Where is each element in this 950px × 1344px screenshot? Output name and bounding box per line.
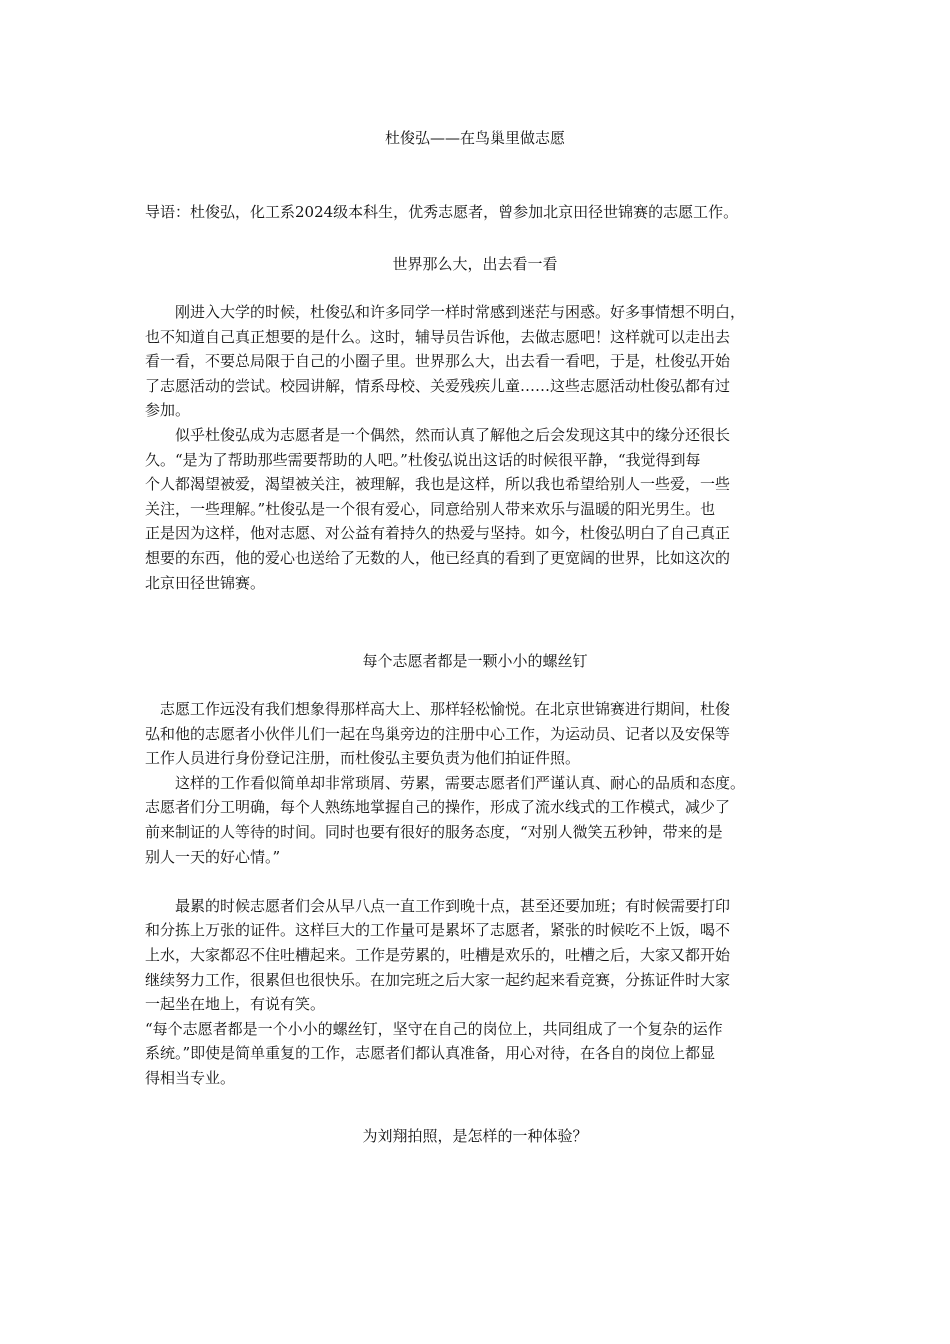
text-line: 关注，一些理解。”杜俊弘是一个很有爱心，同意给别人带来欢乐与温暖的阳光男生。也 <box>145 499 716 518</box>
text-line: “每个志愿者都是一个小小的螺丝钉，坚守在自己的岗位上，共同组成了一个复杂的运作 <box>145 1019 723 1038</box>
text-line: 最累的时候志愿者们会从早八点一直工作到晚十点，甚至还要加班；有时候需要打印 <box>145 896 731 915</box>
text-line <box>145 869 815 894</box>
text-line: 刚进入大学的时候，杜俊弘和许多同学一样时常感到迷茫与困惑。好多事情想不明白， <box>145 303 746 321</box>
text-line: 正是因为这样，他对志愿、对公益有着持久的热爱与坚持。如今，杜俊弘明白了自己真正 <box>145 524 731 543</box>
text-line: 得相当专业。 <box>145 1068 236 1087</box>
text-line: 个人都渴望被爱，渴望被关注，被理解，我也是这样，所以我也希望给别人一些爱，一些 <box>145 475 731 494</box>
text-line: 一起坐在地上，有说有笑。 <box>145 995 326 1014</box>
text-line: 似乎杜俊弘成为志愿者是一个偶然，然而认真了解他之后会发现这其中的缘分还很长 <box>145 425 731 444</box>
intro-paragraph: 导语：杜俊弘，化工系2024级本科生，优秀志愿者，曾参加北京田径世锦赛的志愿工作。 <box>145 203 739 221</box>
text-line: 志愿工作远没有我们想象得那样高大上、那样轻松愉悦。在北京世锦赛进行期间，杜俊 <box>145 700 731 718</box>
text-line: 参加。 <box>145 401 191 420</box>
section-heading-1: 世界那么大，出去看一看 <box>392 255 558 273</box>
text-line: 继续努力工作，很累但也很快乐。在加完班之后大家一起约起来看竞赛，分拣证件时大家 <box>145 970 731 989</box>
text-line: 别人一天的好心情。” <box>145 847 281 866</box>
text-line: 弘和他的志愿者小伙伴儿们一起在鸟巢旁边的注册中心工作，为运动员、记者以及安保等 <box>145 724 731 743</box>
text-line: 上水，大家都忍不住吐槽起来。工作是劳累的，吐槽是欢乐的，吐槽之后，大家又都开始 <box>145 945 731 964</box>
text-line: 久。“是为了帮助那些需要帮助的人吧。”杜俊弘说出这话的时候很平静，“我觉得到每 <box>145 450 701 469</box>
text-line: 系统。”即使是简单重复的工作，志愿者们都认真准备，用心对待，在各自的岗位上都显 <box>145 1044 716 1063</box>
text-line: 志愿者们分工明确，每个人熟练地掌握自己的操作，形成了流水线式的工作模式，减少了 <box>145 798 731 817</box>
paragraph <box>145 697 815 1091</box>
article-title: 杜俊弘——在鸟巢里做志愿 <box>384 129 565 147</box>
text-line: 也不知道自己真正想要的是什么。这时，辅导员告诉他，去做志愿吧！这样就可以走出去 <box>145 327 731 346</box>
text-line: 和分拣上万张的证件。这样巨大的工作量可是累坏了志愿者，紧张的时候吃不上饭，喝不 <box>145 921 731 940</box>
text-line: 看一看，不要总局限于自己的小圈子里。世界那么大，出去看一看吧，于是，杜俊弘开始 <box>145 352 731 371</box>
text-line: 了志愿活动的尝试。校园讲解，情系母校、关爱残疾儿童……这些志愿活动杜俊弘都有过 <box>145 376 731 395</box>
section-heading-3: 为刘翔拍照，是怎样的一种体验？ <box>362 1127 588 1145</box>
paragraph <box>145 300 815 595</box>
text-line: 想要的东西，他的爱心也送给了无数的人，他已经真的看到了更宽阔的世界，比如这次的 <box>145 548 731 567</box>
section-heading-2: 每个志愿者都是一颗小小的螺丝钉 <box>362 652 588 670</box>
text-line: 这样的工作看似简单却非常琐屑、劳累，需要志愿者们严谨认真、耐心的品质和态度。 <box>145 773 746 792</box>
text-line: 北京田径世锦赛。 <box>145 573 266 592</box>
text-line: 前来制证的人等待的时间。同时也要有很好的服务态度，“对别人微笑五秒钟，带来的是 <box>145 822 723 841</box>
text-line: 工作人员进行身份登记注册，而杜俊弘主要负责为他们拍证件照。 <box>145 749 581 768</box>
